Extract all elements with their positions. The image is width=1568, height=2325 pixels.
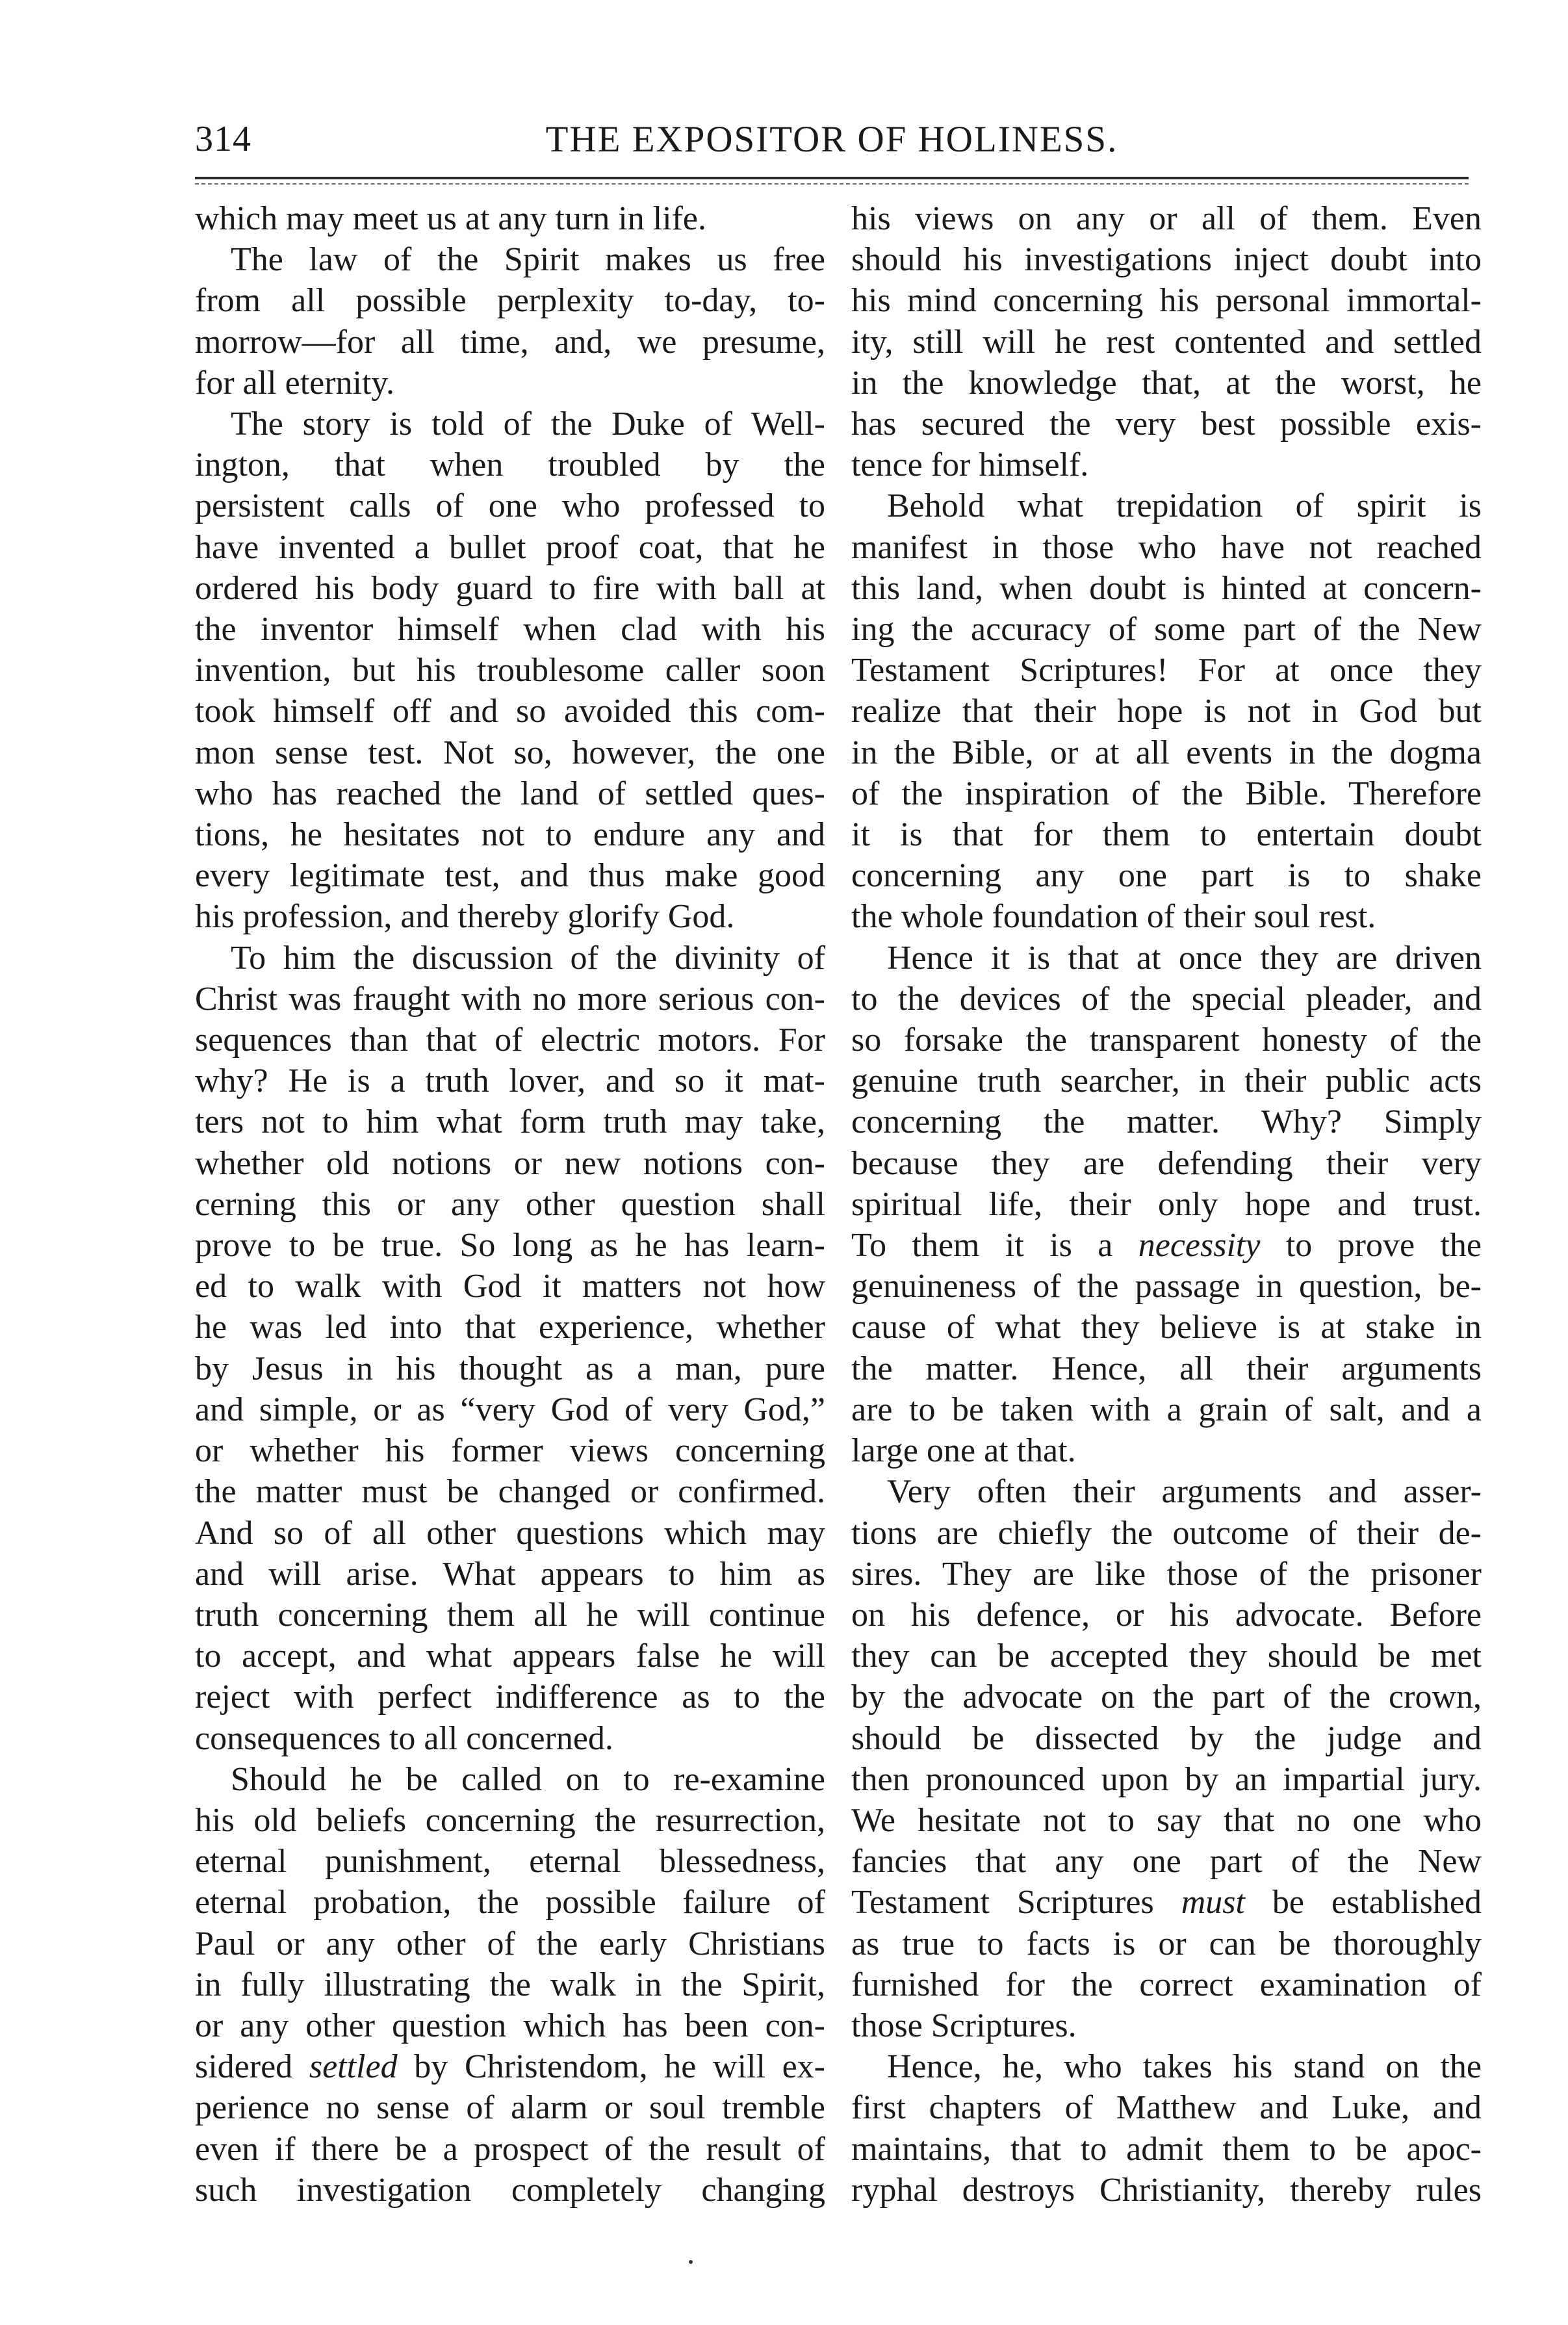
text-line: he was led into that experience, whether	[195, 1309, 825, 1346]
text-line: ordered his body guard to fire with ball at	[195, 569, 825, 607]
paragraph	[851, 2046, 1482, 2211]
text-line: the whole foundation of their soul rest.	[851, 898, 1376, 936]
text-line: his mind concerning his personal immortal-	[851, 282, 1482, 320]
text-line: whether old notions or new notions con-	[195, 1144, 825, 1182]
text-line: tence for himself.	[851, 446, 1089, 484]
text-line: such investigation completely changing	[195, 2171, 825, 2209]
text-line: those Scriptures.	[851, 2007, 1077, 2044]
text-line: morrow—for all time, and, we presume,	[195, 323, 825, 361]
running-head: THE EXPOSITOR OF HOLINESS.	[545, 119, 1118, 160]
text-line: ters not to him what form truth may take,	[195, 1103, 825, 1141]
text-line: Behold what trepidation of spirit is	[887, 487, 1482, 525]
text-line: to accept, and what appears false he will	[195, 1638, 825, 1675]
text-line: We hesitate not to say that no one who	[851, 1801, 1482, 1839]
text-line: are to be taken with a grain of salt, and a	[851, 1391, 1482, 1428]
text-line: Paul or any other of the early Christians	[195, 1925, 825, 1962]
paragraph	[851, 198, 1482, 485]
text-line: ington, that when troubled by the	[195, 446, 825, 484]
text-line: mon sense test. Not so, however, the one	[195, 734, 825, 771]
text-line: for all eternity.	[195, 364, 395, 402]
header-rule-secondary	[195, 183, 1469, 185]
text-line: the matter must be changed or confirmed.	[195, 1473, 825, 1511]
text-line: cerning this or any other question shall	[195, 1185, 825, 1223]
text-line: why? He is a truth lover, and so it mat-	[195, 1062, 825, 1100]
text-line: every legitimate test, and thus make good	[195, 857, 825, 895]
text-line: or any other question which has been con-	[195, 2007, 825, 2044]
text-line: ed to walk with God it matters not how	[195, 1268, 825, 1305]
text-line: so forsake the transparent honesty of the	[851, 1021, 1482, 1059]
text-line: ryphal destroys Christianity, thereby rules	[851, 2171, 1482, 2209]
text-line: realize that their hope is not in God but	[851, 693, 1482, 730]
text-line: furnished for the correct examination of	[851, 1966, 1482, 2003]
text-line: Christ was fraught with no more serious con-	[195, 980, 825, 1018]
text-line: Should he be called on to re-examine	[231, 1760, 825, 1798]
text-line: sidered settled by Christendom, he will ex-	[195, 2048, 825, 2086]
text-line: in the knowledge that, at the worst, he	[851, 364, 1482, 402]
paragraph	[195, 1759, 825, 2211]
text-line: consequences to all concerned.	[195, 1719, 613, 1757]
text-line: ity, still will he rest contented and settled	[851, 323, 1482, 361]
text-line: eternal punishment, eternal blessedness,	[195, 1843, 825, 1881]
text-line: truth concerning them all he will continue	[195, 1596, 825, 1634]
paragraph	[195, 198, 825, 239]
text-line: Very often their arguments and asser-	[887, 1473, 1482, 1511]
text-line: on his defence, or his advocate. Before	[851, 1596, 1482, 1634]
left-column	[195, 198, 825, 2211]
text-line: because they are defending their very	[851, 1144, 1482, 1182]
text-line: spiritual life, their only hope and trust.	[851, 1185, 1482, 1223]
text-line: the inventor himself when clad with his	[195, 611, 825, 649]
text-line: cause of what they believe is at stake in	[851, 1309, 1482, 1346]
text-line: by Jesus in his thought as a man, pure	[195, 1350, 825, 1387]
text-line: To them it is a necessity to prove the	[851, 1227, 1482, 1265]
text-line: and will arise. What appears to him as	[195, 1555, 825, 1593]
paragraph	[195, 938, 825, 1759]
text-line: concerning the matter. Why? Simply	[851, 1103, 1482, 1141]
text-line: The story is told of the Duke of Well-	[231, 405, 825, 443]
text-line: to the devices of the special pleader, and	[851, 980, 1482, 1018]
text-line: should his investigations inject doubt into	[851, 241, 1482, 279]
paragraph	[851, 485, 1482, 937]
text-line: perience no sense of alarm or soul tremble	[195, 2089, 825, 2127]
text-line: or whether his former views concerning	[195, 1432, 825, 1470]
text-line: and simple, or as “very God of very God,”	[195, 1391, 825, 1428]
text-line: then pronounced upon by an impartial jury.	[851, 1760, 1482, 1798]
text-line: invention, but his troublesome caller soon	[195, 652, 825, 689]
text-line: maintains, that to admit them to be apoc-	[851, 2130, 1482, 2168]
text-line: Testament Scriptures must be established	[851, 1884, 1482, 1921]
text-line: first chapters of Matthew and Luke, and	[851, 2089, 1482, 2127]
text-line: from all possible perplexity to-day, to-	[195, 282, 825, 320]
paragraph	[195, 239, 825, 404]
text-line: tions, he hesitates not to endure any and	[195, 816, 825, 854]
text-line: this land, when doubt is hinted at concern-	[851, 569, 1482, 607]
text-line: eternal probation, the possible failure of	[195, 1884, 825, 1921]
page-number: 314	[195, 119, 251, 159]
text-line: genuineness of the passage in question, be-	[851, 1268, 1482, 1305]
text-line: took himself off and so avoided this com-	[195, 693, 825, 730]
text-line: The law of the Spirit makes us free	[231, 241, 825, 279]
text-line: And so of all other questions which may	[195, 1514, 825, 1552]
text-line: Hence it is that at once they are driven	[887, 939, 1482, 977]
text-line: tions are chiefly the outcome of their de-	[851, 1514, 1482, 1552]
paragraph	[195, 404, 825, 938]
text-line: Testament Scriptures! For at once they	[851, 652, 1482, 689]
text-line: large one at that.	[851, 1432, 1076, 1470]
text-line: prove to be true. So long as he has learn-	[195, 1227, 825, 1265]
text-line: reject with perfect indifference as to the	[195, 1678, 825, 1716]
text-line: Hence, he, who takes his stand on the	[887, 2048, 1482, 2086]
text-line: manifest in those who have not reached	[851, 528, 1482, 566]
text-line: persistent calls of one who professed to	[195, 487, 825, 525]
text-line: should be dissected by the judge and	[851, 1719, 1482, 1757]
text-line: it is that for them to entertain doubt	[851, 816, 1482, 854]
text-line: sires. They are like those of the prisoner	[851, 1555, 1482, 1593]
text-line: as true to facts is or can be thoroughly	[851, 1925, 1482, 1962]
text-line: in fully illustrating the walk in the Spirit,	[195, 1966, 825, 2003]
text-line: they can be accepted they should be met	[851, 1638, 1482, 1675]
text-line: the matter. Hence, all their arguments	[851, 1350, 1482, 1387]
text-line: even if there be a prospect of the result of	[195, 2130, 825, 2168]
paragraph	[851, 938, 1482, 1472]
text-line: who has reached the land of settled ques-	[195, 775, 825, 812]
text-line: sequences than that of electric motors. For	[195, 1021, 825, 1059]
text-line: ing the accuracy of some part of the New	[851, 611, 1482, 649]
text-line: by the advocate on the part of the crown,	[851, 1678, 1482, 1716]
right-column	[851, 198, 1482, 2211]
text-line: his profession, and thereby glorify God.	[195, 898, 735, 936]
printer-mark	[689, 2260, 693, 2264]
text-line: To him the discussion of the divinity of	[231, 939, 825, 977]
text-line: fancies that any one part of the New	[851, 1843, 1482, 1881]
text-line: which may meet us at any turn in life.	[195, 200, 707, 237]
text-line: concerning any one part is to shake	[851, 857, 1482, 895]
text-line: genuine truth searcher, in their public acts	[851, 1062, 1482, 1100]
text-line: have invented a bullet proof coat, that he	[195, 528, 825, 566]
text-line: has secured the very best possible exis-	[851, 405, 1482, 443]
paragraph	[851, 1471, 1482, 2046]
text-line: his old beliefs concerning the resurrection,	[195, 1801, 825, 1839]
text-line: his views on any or all of them. Even	[851, 200, 1482, 237]
text-line: of the inspiration of the Bible. Therefore	[851, 775, 1482, 812]
header-rule	[195, 177, 1469, 179]
text-line: in the Bible, or at all events in the dogma	[851, 734, 1482, 771]
